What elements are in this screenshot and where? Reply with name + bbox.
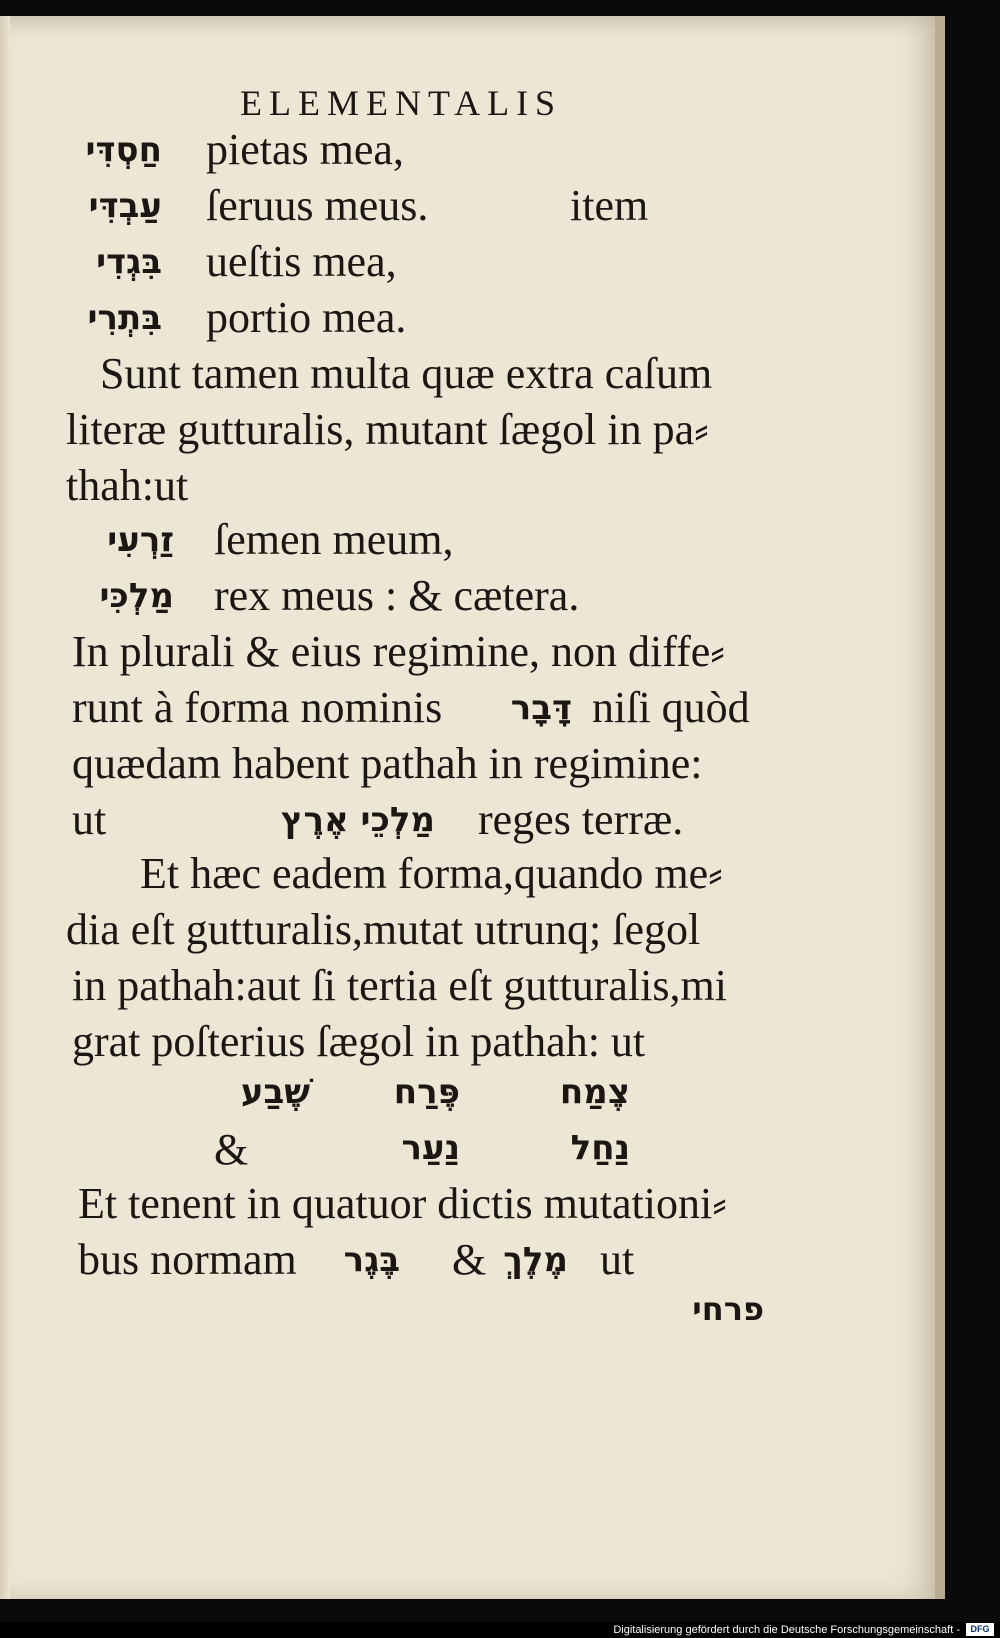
- hebrew-word: דָּבָר: [510, 688, 572, 728]
- latin-note: item: [570, 181, 649, 230]
- text-line: literæ gutturalis, mutant ſægol in pa⸗: [66, 405, 709, 454]
- hebrew-word: מַלְכִּי: [99, 576, 174, 616]
- hebrew-word: פֶּרַח: [393, 1072, 460, 1112]
- latin-gloss: ſemen meum,: [214, 515, 454, 564]
- hebrew-word: חַסְדִּי: [85, 130, 162, 170]
- hebrew-word: שֶׁבַע: [240, 1072, 310, 1112]
- page-gutter: [0, 16, 10, 1599]
- dfg-logo: DFG: [966, 1623, 994, 1636]
- hebrew-word: צֶמַח: [559, 1072, 630, 1112]
- hebrew-word: בֶּגֶר: [343, 1240, 400, 1280]
- latin-gloss: ueſtis mea,: [206, 237, 397, 286]
- text-line: ut: [72, 795, 107, 844]
- hebrew-word: עַבְדִּי: [88, 186, 162, 226]
- hebrew-word: בִּתְרִי: [87, 298, 162, 338]
- text-line: bus normam: [78, 1235, 297, 1284]
- text-line: Et hæc eadem forma,quando me⸗: [140, 849, 723, 898]
- text-line: ut: [600, 1235, 635, 1284]
- text-line: In plurali & eius regimine, non diffe⸗: [72, 627, 725, 676]
- text-line: Et tenent in quatuor dictis mutationi⸗: [78, 1179, 727, 1228]
- hebrew-word: זַרְעִי: [107, 520, 174, 560]
- text-line: quædam habent pathah in regimine:: [72, 739, 703, 788]
- hebrew-word: נַחַל: [570, 1128, 630, 1168]
- hebrew-word: מֶלֶךְ: [503, 1240, 568, 1280]
- ampersand: &: [214, 1125, 249, 1174]
- running-header: ELEMENTALIS: [240, 83, 563, 123]
- text-line: niſi quòd: [592, 683, 750, 732]
- hebrew-word: בִּגְדִי: [96, 242, 162, 282]
- catchword: פרחי: [692, 1290, 764, 1328]
- text-line: runt à forma nominis: [72, 683, 443, 732]
- text-line: in pathah:aut ſi tertia eſt gutturalis,mi: [72, 961, 727, 1010]
- latin-gloss: reges terræ.: [478, 795, 684, 844]
- latin-gloss: rex meus : & cætera.: [214, 571, 580, 620]
- latin-gloss: portio mea.: [206, 293, 407, 342]
- footer-credit: Digitalisierung gefördert durch die Deutsche Forschungsgemeinschaft -: [613, 1624, 960, 1636]
- text-line: thah:ut: [66, 461, 189, 510]
- text-line: grat poſterius ſægol in pathah: ut: [72, 1017, 646, 1066]
- ampersand: &: [452, 1235, 487, 1284]
- hebrew-word: נַעַר: [401, 1128, 460, 1168]
- text-line: Sunt tamen multa quæ extra caſum: [100, 349, 713, 398]
- hebrew-phrase: מַלְכֵי אֶרֶץ: [281, 800, 435, 840]
- latin-gloss: pietas mea,: [206, 125, 404, 174]
- latin-gloss: ſeruus meus.: [206, 181, 429, 230]
- text-line: dia eſt gutturalis,mutat utrunq; ſegol: [66, 905, 701, 954]
